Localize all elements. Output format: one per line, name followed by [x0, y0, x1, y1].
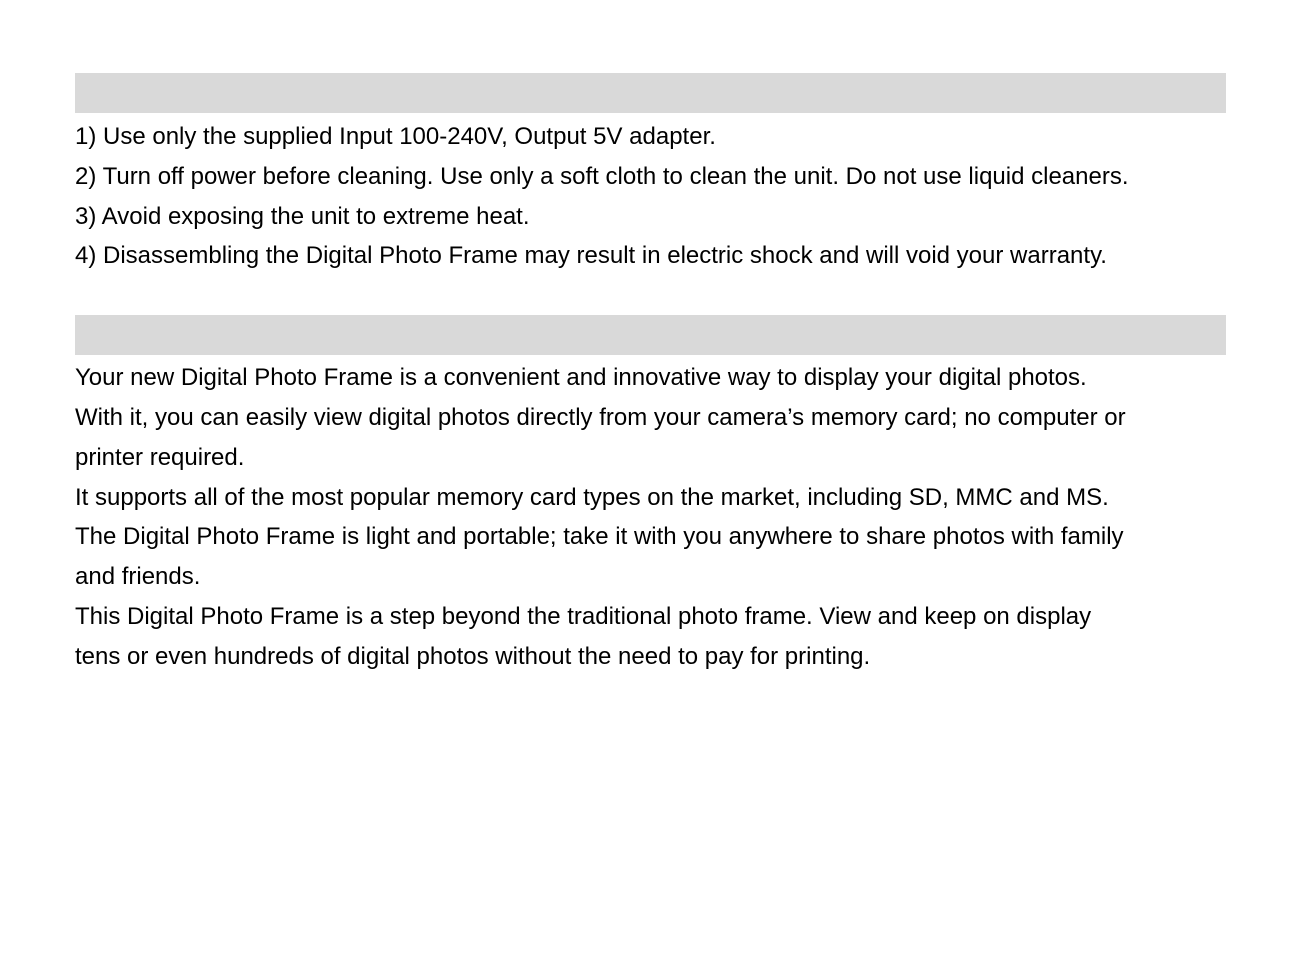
safety-item-2: 2) Turn off power before cleaning. Use only a soft cloth to clean the unit. Do not use liquid cleaners.: [75, 162, 1129, 190]
introduction-section-header-bar: [75, 315, 1226, 355]
introduction-text: [75, 358, 1226, 676]
intro-line-7: This Digital Photo Frame is a step beyond the traditional photo frame. View and keep on display: [75, 602, 1092, 630]
intro-line-4: It supports all of the most popular memory card types on the market, including SD, MMC and MS.: [75, 483, 1109, 511]
safety-section-header-bar: [75, 73, 1226, 113]
safety-precautions-list: [75, 117, 1226, 276]
intro-line-2: With it, you can easily view digital photos directly from your camera’s memory card; no computer or: [75, 403, 1126, 431]
document-page: [75, 73, 1226, 677]
intro-line-1: Your new Digital Photo Frame is a convenient and innovative way to display your digital photos.: [75, 364, 1087, 392]
section-spacer: [75, 276, 1226, 315]
safety-item-3: 3) Avoid exposing the unit to extreme heat.: [75, 202, 530, 230]
intro-line-5: The Digital Photo Frame is light and portable; take it with you anywhere to share photos with family: [75, 523, 1124, 551]
intro-line-6: and friends.: [75, 563, 201, 591]
intro-line-3: printer required.: [75, 443, 245, 471]
safety-item-4: 4) Disassembling the Digital Photo Frame may result in electric shock and will void your warranty.: [75, 242, 1107, 270]
intro-line-8: tens or even hundreds of digital photos without the need to pay for printing.: [75, 642, 871, 670]
safety-item-1: 1) Use only the supplied Input 100-240V, Output 5V adapter.: [75, 123, 716, 150]
